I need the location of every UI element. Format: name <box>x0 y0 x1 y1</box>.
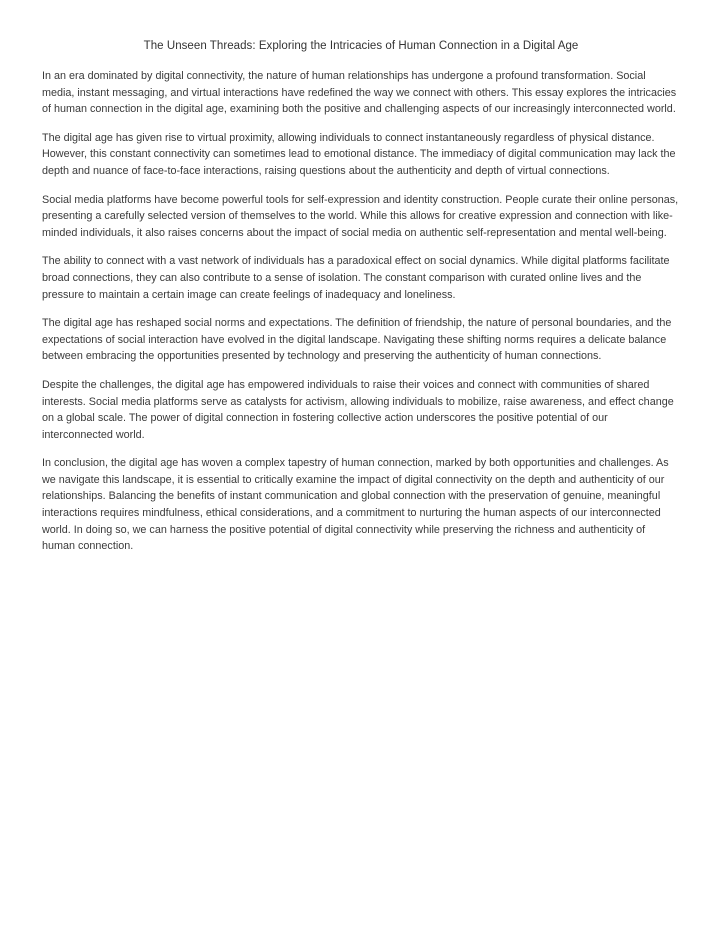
paragraph-1: In an era dominated by digital connectivity, the nature of human relationships has undergone a profound transformation. Social media, instant messaging, and virtual interactions have redefined the way we connect with others. This essay explores the intricacies of human connection in the digital age, examining both the positive and challenging aspects of our increasingly interconnected world. <box>42 70 677 116</box>
paragraph-7: In conclusion, the digital age has woven a complex tapestry of human connection, marked by both opportunities and challenges. As we navigate this landscape, it is essential to critically examine the impact of digital connectivity on the depth and authenticity of our relationships. Balancing the benefits of instant communication and global connection with the preservation of genuine, meaningful interactions requires mindfulness, ethical considerations, and a commitment to nurturing the human aspects of our interconnected world. In doing so, we can harness the positive potential of digital connectivity while preserving the richness and authenticity of human connection. <box>42 457 669 553</box>
paragraph-3: Social media platforms have become powerful tools for self-expression and identity construction. People curate their online personas, presenting a carefully selected version of themselves to the world. While this allows for creative expression and connection with like-minded individuals, it also raises concerns about the impact of social media on authentic self-representation and mental well-being. <box>42 193 679 239</box>
document-title: The Unseen Threads: Exploring the Intricacies of Human Connection in a Digital Age <box>143 40 579 52</box>
paragraph-2: The digital age has given rise to virtual proximity, allowing individuals to connect instantaneously regardless of physical distance. However, this constant connectivity can sometimes lead to emotional distance. The immediacy of digital communication may lack the depth and nuance of face-to-face interactions, raising questions about the authenticity and depth of virtual connections. <box>42 131 676 177</box>
paragraph-6: Despite the challenges, the digital age has empowered individuals to raise their voices and connect with communities of shared interests. Social media platforms serve as catalysts for activism, allowing individuals to mobilize, raise awareness, and effect change on a global scale. The power of digital connection in fostering collective action underscores the positive potential of our interconnected world. <box>42 378 674 441</box>
paragraph-5: The digital age has reshaped social norms and expectations. The definition of friendship, the nature of personal boundaries, and the expectations of social interaction have evolved in the digital landscape. Navigating these shifting norms requires a delicate balance between embracing the opportunities presented by technology and preserving the authenticity of human connections. <box>42 317 672 363</box>
paragraph-4: The ability to connect with a vast network of individuals has a paradoxical effect on social dynamics. While digital platforms facilitate broad connections, they can also contribute to a sense of isolation. The constant comparison with curated online lives and the pressure to maintain a certain image can create feelings of inadequacy and loneliness. <box>42 255 670 301</box>
